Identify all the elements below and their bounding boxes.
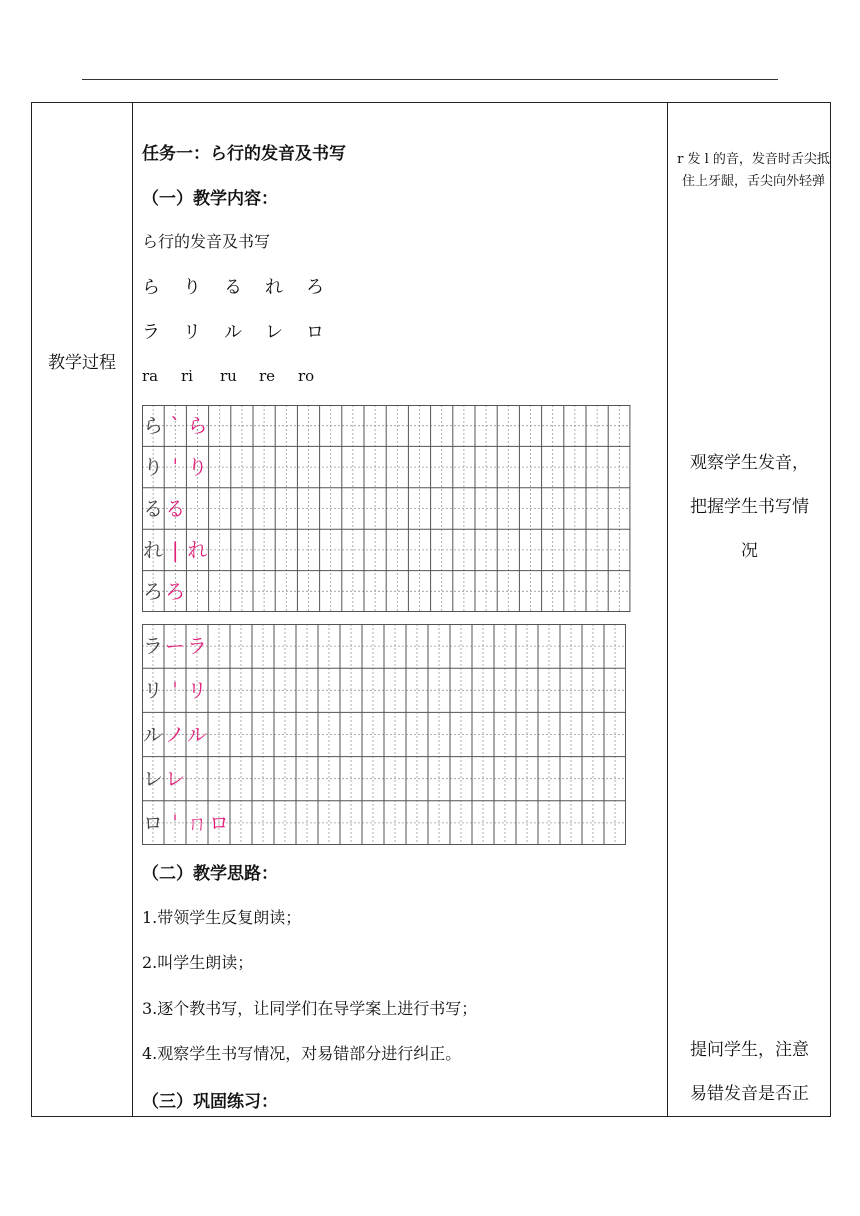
note-observe xyxy=(669,441,830,573)
katakana-ro: ロ xyxy=(306,322,324,343)
hiragana-ro: ろ xyxy=(306,277,324,298)
romaji-ru: ru xyxy=(220,367,237,385)
step-2: 2.叫学生朗读； xyxy=(142,953,254,972)
hiragana-practice-grid xyxy=(142,405,632,613)
subtitle: ら行的发音及书写 xyxy=(142,232,271,251)
hiragana-grid-svg xyxy=(142,405,632,613)
katakana-ru: ル xyxy=(224,322,242,343)
katakana-row xyxy=(142,318,347,344)
model-character: り xyxy=(143,455,164,480)
model-character: レ xyxy=(143,766,163,791)
stroke-order-character: ロ xyxy=(209,810,229,835)
stroke-order-character: ˈ xyxy=(172,810,178,835)
model-character: ラ xyxy=(143,634,163,659)
stroke-order-character: | xyxy=(171,537,179,562)
note-pronunciation: r 发 l 的音，发音时舌尖抵住上牙龈，舌尖向外轻弹 xyxy=(677,152,830,189)
katakana-practice-grid xyxy=(142,624,628,846)
katakana-re: レ xyxy=(265,322,283,343)
note-question-line: 易错发音是否正 xyxy=(690,1084,809,1104)
romaji-ri: ri xyxy=(181,367,193,385)
hiragana-ri: り xyxy=(183,277,201,298)
hiragana-ra: ら xyxy=(142,277,160,298)
header-rule xyxy=(82,79,778,80)
note-question xyxy=(669,1028,830,1116)
romaji-ra: ra xyxy=(142,367,159,385)
stroke-order-character: れ xyxy=(187,537,208,562)
stroke-order-character: ル xyxy=(187,722,207,747)
note-observe-line: 把握学生书写情 xyxy=(690,497,809,517)
stroke-order-character: り xyxy=(187,455,208,480)
stroke-order-character: ラ xyxy=(187,634,207,659)
model-character: る xyxy=(143,496,164,521)
step-3: 3.逐个教书写，让同学们在导学案上进行书写； xyxy=(142,999,478,1018)
romaji-ro: ro xyxy=(298,367,315,385)
katakana-ra: ラ xyxy=(142,322,160,343)
hiragana-ru: る xyxy=(224,277,242,298)
stroke-order-character: ー xyxy=(165,634,185,659)
task-title: 任务一：ら行的发音及书写 xyxy=(142,144,346,164)
note-observe-line: 况 xyxy=(741,541,758,561)
hiragana-row xyxy=(142,273,347,299)
step-1: 1.带领学生反复朗读； xyxy=(142,908,302,927)
column-divider xyxy=(132,103,133,1116)
hiragana-re: れ xyxy=(265,277,283,298)
note-observe-line: 观察学生发音， xyxy=(690,453,809,473)
stroke-order-character: レ xyxy=(165,766,185,791)
row-label: 教学过程 xyxy=(48,353,116,373)
stroke-order-character: ノ xyxy=(165,722,185,747)
stroke-order-character: ら xyxy=(187,413,208,438)
model-character: れ xyxy=(143,537,164,562)
note-question-line: 提问学生，注意 xyxy=(690,1040,809,1060)
model-character: ロ xyxy=(143,810,163,835)
stroke-order-character: る xyxy=(165,496,186,521)
model-character: ル xyxy=(143,722,163,747)
katakana-ri: リ xyxy=(183,322,201,343)
stroke-order-character: ろ xyxy=(165,579,186,604)
lesson-table xyxy=(31,102,831,1117)
column-divider xyxy=(667,103,668,1116)
stroke-order-character: ㄇ xyxy=(187,810,207,835)
katakana-grid-svg xyxy=(142,624,628,846)
section1-heading: （一）教学内容： xyxy=(142,189,278,209)
model-character: ら xyxy=(143,413,164,438)
model-character: リ xyxy=(143,678,163,703)
stroke-order-character: リ xyxy=(187,678,207,703)
model-character: ろ xyxy=(143,579,164,604)
step-4: 4.观察学生书写情况，对易错部分进行纠正。 xyxy=(142,1044,462,1063)
romaji-re: re xyxy=(259,367,276,385)
romaji-row xyxy=(142,367,337,385)
stroke-order-character: ˈ xyxy=(172,678,178,703)
section3-heading: （三）巩固练习： xyxy=(142,1092,278,1112)
section2-heading: （二）教学思路： xyxy=(142,864,278,884)
stroke-order-character: ˋ xyxy=(170,413,181,438)
stroke-order-character: ˈ xyxy=(172,455,179,480)
